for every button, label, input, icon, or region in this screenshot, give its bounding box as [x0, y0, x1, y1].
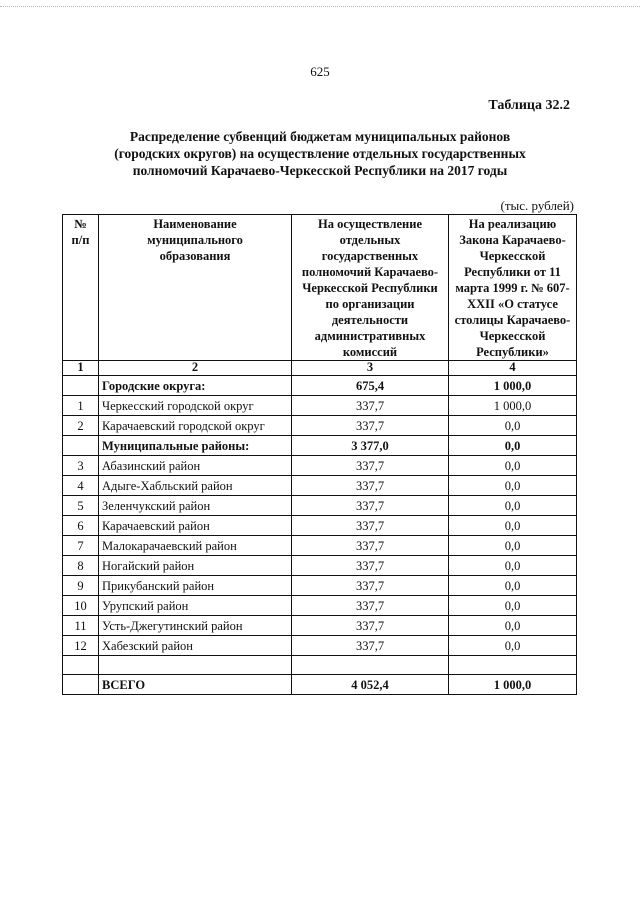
- commission-amount: 337,7: [292, 416, 449, 436]
- units-note: (тыс. рублей): [500, 198, 574, 213]
- table-row: [63, 516, 577, 536]
- table-body: [63, 376, 577, 656]
- header-line: Черкесской Республики: [302, 281, 438, 295]
- commission-amount: 337,7: [292, 556, 449, 576]
- header-line: муниципального: [147, 233, 243, 247]
- capital-law-amount: 0,0: [449, 436, 577, 456]
- table-label: Таблица 32.2: [488, 98, 570, 113]
- header-col4: [449, 215, 577, 361]
- municipality-name: Карачаевский городской округ: [99, 416, 292, 436]
- total-col3: 4 052,4: [292, 675, 449, 695]
- commission-amount: 337,7: [292, 616, 449, 636]
- header-line: Черкесской: [479, 249, 546, 263]
- commission-amount: 337,7: [292, 476, 449, 496]
- municipality-name: Черкесский городской округ: [99, 396, 292, 416]
- header-name: [99, 215, 292, 361]
- header-line: административных: [314, 329, 426, 343]
- table-row: [63, 616, 577, 636]
- header-line: деятельности: [331, 313, 409, 327]
- spacer-cell: [63, 656, 99, 675]
- table-row: [63, 576, 577, 596]
- spacer-cell: [292, 656, 449, 675]
- header-line: Черкесской: [479, 329, 546, 343]
- commission-amount: 337,7: [292, 576, 449, 596]
- header-line: Наименование: [153, 217, 237, 231]
- header-line: На реализацию: [468, 217, 557, 231]
- row-number: 5: [63, 496, 99, 516]
- table-row: [63, 396, 577, 416]
- table-header-row: [63, 215, 577, 361]
- header-line: Закона Карачаево-: [459, 233, 566, 247]
- header-num: [63, 215, 99, 361]
- table-row: [63, 556, 577, 576]
- title-line: (городских округов) на осуществление отдельных государственных: [114, 146, 526, 161]
- header-line: полномочий Карачаево-: [301, 265, 439, 279]
- capital-law-amount: 1 000,0: [449, 376, 577, 396]
- title-line: Распределение субвенций бюджетам муниципальных районов: [129, 129, 511, 144]
- row-number: 9: [63, 576, 99, 596]
- capital-law-amount: 0,0: [449, 556, 577, 576]
- header-line: марта 1999 г. № 607-: [455, 281, 570, 295]
- municipality-name: Абазинский район: [99, 456, 292, 476]
- capital-law-amount: 0,0: [449, 576, 577, 596]
- header-line: Республики»: [476, 345, 549, 359]
- group-header-row: [63, 436, 577, 456]
- header-line: столицы Карачаево-: [454, 313, 571, 327]
- group-header-row: [63, 376, 577, 396]
- total-num-cell: [63, 675, 99, 695]
- row-number: 2: [63, 416, 99, 436]
- table-spacer-row: [63, 656, 577, 675]
- scan-artifact-line: [0, 6, 640, 8]
- title-line: полномочий Карачаево-Черкесской Республики на 2017 годы: [132, 163, 508, 178]
- row-number: 7: [63, 536, 99, 556]
- row-number: 6: [63, 516, 99, 536]
- commission-amount: 337,7: [292, 496, 449, 516]
- table-row: [63, 476, 577, 496]
- municipality-name: Ногайский район: [99, 556, 292, 576]
- municipality-name: Малокарачаевский район: [99, 536, 292, 556]
- capital-law-amount: 0,0: [449, 456, 577, 476]
- municipality-name: Зеленчукский район: [99, 496, 292, 516]
- table-row: [63, 596, 577, 616]
- row-number: 10: [63, 596, 99, 616]
- row-number: 4: [63, 476, 99, 496]
- commission-amount: 337,7: [292, 396, 449, 416]
- row-number: 11: [63, 616, 99, 636]
- total-label: ВСЕГО: [99, 675, 292, 695]
- municipality-name: Муниципальные районы:: [99, 436, 292, 456]
- capital-law-amount: 0,0: [449, 496, 577, 516]
- header-line: №: [74, 217, 87, 231]
- capital-law-amount: 0,0: [449, 536, 577, 556]
- column-index: 4: [449, 361, 577, 376]
- row-number: 12: [63, 636, 99, 656]
- spacer-cell: [99, 656, 292, 675]
- capital-law-amount: 1 000,0: [449, 396, 577, 416]
- page-number: 625: [310, 64, 330, 79]
- header-line: отдельных: [339, 233, 401, 247]
- row-number: [63, 376, 99, 396]
- total-row: [63, 675, 577, 695]
- header-line: по организации: [325, 297, 415, 311]
- column-index-row: [63, 361, 577, 376]
- municipality-name: Прикубанский район: [99, 576, 292, 596]
- capital-law-amount: 0,0: [449, 516, 577, 536]
- table-row: [63, 416, 577, 436]
- municipality-name: Усть-Джегутинский район: [99, 616, 292, 636]
- table-row: [63, 456, 577, 476]
- table-row: [63, 536, 577, 556]
- subvention-table: [62, 214, 577, 695]
- row-number: 8: [63, 556, 99, 576]
- capital-law-amount: 0,0: [449, 616, 577, 636]
- header-col3: [292, 215, 449, 361]
- commission-amount: 675,4: [292, 376, 449, 396]
- column-index: 3: [292, 361, 449, 376]
- capital-law-amount: 0,0: [449, 476, 577, 496]
- header-line: Республики от 11: [464, 265, 561, 279]
- header-line: п/п: [71, 233, 90, 247]
- header-line: XXII «О статусе: [467, 297, 558, 311]
- header-line: комиссий: [342, 345, 398, 359]
- municipality-name: Карачаевский район: [99, 516, 292, 536]
- commission-amount: 3 377,0: [292, 436, 449, 456]
- spacer-cell: [449, 656, 577, 675]
- municipality-name: Хабезский район: [99, 636, 292, 656]
- municipality-name: Урупский район: [99, 596, 292, 616]
- municipality-name: Адыге-Хабльский район: [99, 476, 292, 496]
- capital-law-amount: 0,0: [449, 416, 577, 436]
- table-row: [63, 636, 577, 656]
- header-line: государственных: [321, 249, 419, 263]
- row-number: 3: [63, 456, 99, 476]
- commission-amount: 337,7: [292, 636, 449, 656]
- capital-law-amount: 0,0: [449, 596, 577, 616]
- municipality-name: Городские округа:: [99, 376, 292, 396]
- column-index: 1: [63, 361, 99, 376]
- row-number: [63, 436, 99, 456]
- table-row: [63, 496, 577, 516]
- header-line: образования: [159, 249, 231, 263]
- total-col4: 1 000,0: [449, 675, 577, 695]
- document-title: [70, 128, 570, 179]
- row-number: 1: [63, 396, 99, 416]
- commission-amount: 337,7: [292, 536, 449, 556]
- commission-amount: 337,7: [292, 596, 449, 616]
- capital-law-amount: 0,0: [449, 636, 577, 656]
- commission-amount: 337,7: [292, 516, 449, 536]
- column-index: 2: [99, 361, 292, 376]
- header-line: На осуществление: [317, 217, 423, 231]
- commission-amount: 337,7: [292, 456, 449, 476]
